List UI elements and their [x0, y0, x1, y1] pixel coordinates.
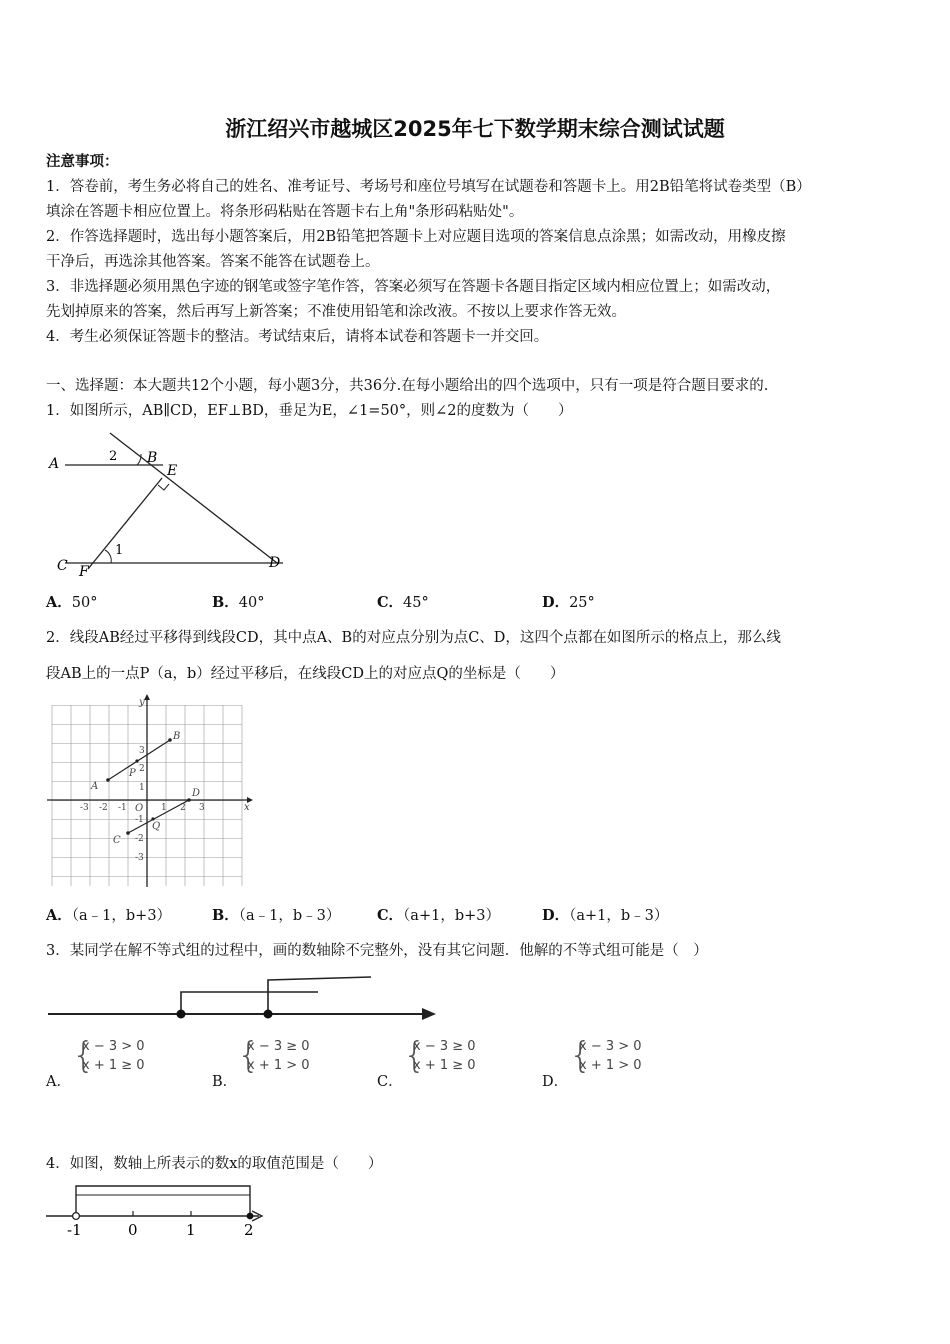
brace-icon: { [72, 1035, 95, 1076]
q3-option-c-label[interactable]: C． [377, 1074, 403, 1090]
notice-line: 3．非选择题必须用黑色字迹的钢笔或签字笔作答，答案必须写在答题卡各题目指定区域内相应位置上；如需改动， [46, 279, 781, 295]
x-tick: -3 [80, 803, 89, 813]
y-tick: 1 [139, 783, 145, 793]
y-tick: 3 [139, 746, 145, 756]
line-bd [110, 433, 277, 563]
label-D: D [192, 788, 201, 799]
q3-option-a-system[interactable]: { x − 3 > 0 x + 1 ≥ 0 [72, 1035, 145, 1076]
y-axis-arrow [144, 694, 150, 700]
y-tick: 2 [139, 764, 145, 774]
q1-figure [45, 430, 295, 580]
brace-icon: { [403, 1035, 426, 1076]
label-O: O [135, 803, 144, 814]
label-B: B [173, 731, 181, 742]
q3-option-a-label[interactable]: A． [46, 1074, 71, 1090]
range-bracket-2 [268, 977, 371, 1014]
brace-icon: { [237, 1035, 260, 1076]
x-tick: 1 [161, 803, 167, 813]
range-bracket [76, 1186, 250, 1213]
section-heading: 一、选择题：本大题共12个小题，每小题3分，共36分.在每小题给出的四个选项中，只有一项是符合题目要求的. [46, 378, 769, 394]
label-x: x [244, 802, 250, 813]
y-tick: -3 [135, 853, 144, 863]
angle-1-arc [105, 550, 111, 563]
x-tick: 2 [180, 803, 186, 813]
q3-option-c-system[interactable]: { x − 3 ≥ 0 x + 1 ≥ 0 [403, 1035, 476, 1076]
solid-point-2 [264, 1010, 273, 1019]
point-a [106, 778, 110, 782]
q2-stem-line2: 段AB上的一点P（a，b）经过平移后，在线段CD上的对应点Q的坐标是（ ） [46, 666, 565, 682]
q3-option-d-label[interactable]: D． [542, 1074, 569, 1090]
y-tick: -2 [135, 834, 144, 844]
notice-line: 4．考生必须保证答题卡的整洁。考试结束后，请将本试卷和答题卡一并交回。 [46, 329, 549, 345]
label-Q: Q [152, 821, 161, 832]
q3-option-b-label[interactable]: B． [212, 1074, 238, 1090]
axis-label: 0 [128, 1221, 138, 1239]
notice-line: 干净后，再选涂其他答案。答案不能答在试题卷上。 [46, 254, 380, 270]
notice-line: 1．答卷前，考生务必将自己的姓名、准考证号、考场号和座位号填写在试题卷和答题卡上。用2B铅笔将试卷类型（B） [46, 179, 811, 195]
q1-stem: 1．如图所示，AB∥CD，EF⊥BD，垂足为E，∠1=50°，则∠2的度数为（ ） [46, 403, 573, 419]
right-angle-mark [158, 484, 169, 490]
q2-option-a[interactable]: A．（a﹣1，b+3） [46, 907, 172, 924]
q2-option-d[interactable]: D．（a+1，b﹣3） [542, 907, 669, 924]
label-A: A [91, 781, 99, 792]
label-angle-1: 1 [115, 543, 124, 558]
notice-line: 先划掉原来的答案，然后再写上新答案；不准使用铅笔和涂改液。不按以上要求作答无效。 [46, 304, 626, 320]
brace-icon: { [569, 1035, 592, 1076]
label-y: y [139, 697, 145, 708]
q2-option-b[interactable]: B．（a﹣1，b﹣3） [212, 907, 341, 924]
range-bracket-1 [181, 992, 318, 1014]
axis-label: 2 [244, 1221, 254, 1239]
q4-number-line [44, 1180, 274, 1240]
label-E: E [167, 463, 178, 479]
q3-number-line [46, 970, 446, 1025]
q3-stem: 3．某同学在解不等式组的过程中，画的数轴除不完整外，没有其它问题．他解的不等式组可能是（ ） [46, 943, 708, 959]
x-tick: -1 [118, 803, 127, 813]
label-C: C [113, 835, 121, 846]
q3-option-d-system[interactable]: { x − 3 > 0 x + 1 > 0 [569, 1035, 642, 1076]
notice-heading: 注意事项： [46, 153, 119, 170]
y-tick: -1 [135, 815, 144, 825]
point-b [168, 738, 172, 742]
point-d [187, 798, 191, 802]
point-p [135, 759, 138, 762]
axis-arrow [422, 1008, 436, 1020]
label-angle-2: 2 [109, 449, 118, 464]
label-P: P [129, 768, 136, 779]
q2-stem-line1: 2．线段AB经过平移得到线段CD，其中点A、B的对应点分别为点C、D，这四个点都在如图所示的格点上，那么线 [46, 630, 781, 646]
q2-grid-figure [47, 697, 252, 892]
x-tick: -2 [99, 803, 108, 813]
q1-option-b[interactable]: B．40° [212, 594, 265, 611]
q1-option-c[interactable]: C．45° [377, 594, 429, 611]
q3-option-b-system[interactable]: { x − 3 ≥ 0 x + 1 > 0 [237, 1035, 310, 1076]
axis-label: -1 [67, 1221, 82, 1239]
q2-option-c[interactable]: C．（a+1，b+3） [377, 907, 500, 924]
q1-option-d[interactable]: D．25° [542, 594, 595, 611]
label-D: D [269, 555, 281, 571]
label-C: C [57, 558, 68, 574]
notice-line: 2．作答选择题时，选出每小题答案后，用2B铅笔把答题卡上对应题目选项的答案信息点涂黑；如需改动，用橡皮擦 [46, 229, 786, 245]
q1-option-a[interactable]: A．50° [46, 594, 98, 611]
solid-point-1 [177, 1010, 186, 1019]
page-title: 浙江绍兴市越城区2025年七下数学期末综合测试试题 [225, 117, 725, 141]
label-A: A [49, 456, 60, 472]
label-F: F [79, 564, 89, 580]
point-c [126, 831, 130, 835]
q4-stem: 4．如图，数轴上所表示的数x的取值范围是（ ） [46, 1156, 383, 1172]
line-ef [88, 478, 162, 569]
notice-line: 填涂在答题卡相应位置上。将条形码粘贴在答题卡右上角"条形码粘贴处"。 [46, 204, 524, 220]
open-point [73, 1213, 80, 1220]
axis-label: 1 [186, 1221, 196, 1239]
solid-point [247, 1213, 254, 1220]
x-tick: 3 [199, 803, 205, 813]
label-B: B [147, 450, 158, 466]
